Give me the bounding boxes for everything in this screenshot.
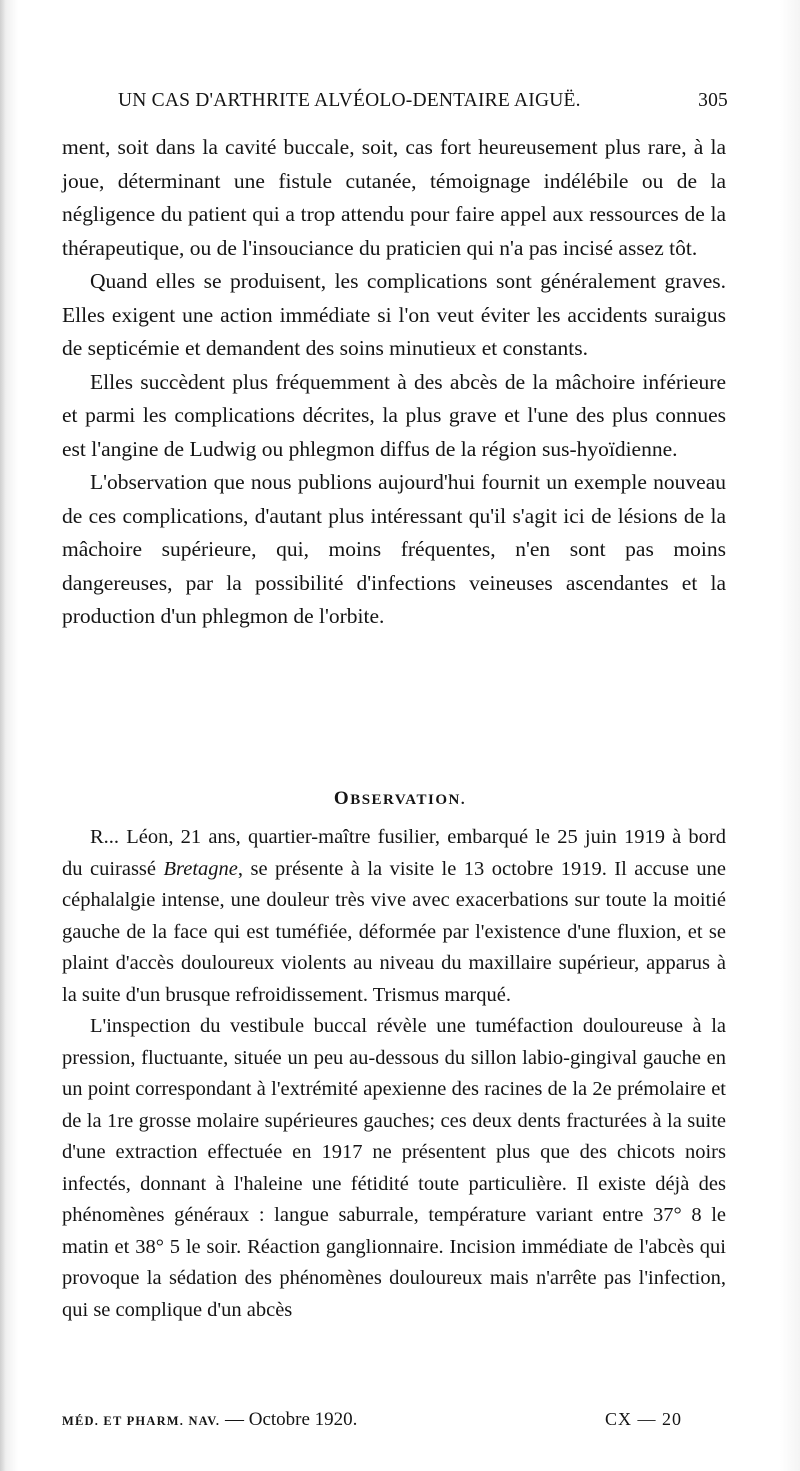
page-number: 305 (698, 90, 728, 111)
body-paragraph: L'observation que nous publions aujourd'hui fournit un exemple nouveau de ces complications, d'autant plus intéressant qu'il s'agit ici de lésions de la mâchoire supérieure, qui, moins fréquentes, n'en sont pas moins dangereuses, par la possibilité d'infections veineuses ascendantes et la production d'un phlegmon de l'orbite. (62, 470, 726, 628)
journal-date: — Octobre 1920. (220, 1409, 358, 1430)
observation-paragraph (62, 822, 726, 1011)
section-heading (0, 788, 800, 810)
section-heading-initial: O (333, 788, 351, 809)
observation-text: R... Léon, 21 ans, quartier-maître fusilier, embarqué le 25 juin 1919 à bord du cuirassé (62, 826, 726, 880)
body-paragraph: Elles succèdent plus fréquemment à des abcès de la mâchoire inférieure et parmi les complications décrites, la plus grave et l'une des plus connues est l'angine de Ludwig ou phlegmon diffus de la région sus-hyoïdienne. (62, 369, 726, 461)
page-header (118, 90, 728, 120)
printer-signature: CX — 20 (604, 1409, 682, 1429)
observation-text: , se présente à la visite le 13 octobre 1919. Il accuse une céphalalgie intense, une douleur très vive avec exacerbations sur toute la moitié gauche de la face qui est tuméfiée, déformée par l'existence d'une fluxion, et se plaint d'accès douloureux violents au niveau du maxillaire supérieur, apparus à la suite d'un brusque refroidissement. Trismus marqué. (62, 857, 726, 1006)
body-paragraph: ment, soit dans la cavité buccale, soit, cas fort heureusement plus rare, à la joue, déterminant une fistule cutanée, témoignage indélébile ou de la négligence du patient qui a trop attendu pour faire appel aux ressources de la thérapeutique, ou de l'insouciance du praticien qui n'a pas incisé assez tôt. (62, 135, 726, 260)
article-body (62, 131, 726, 634)
observation-body (62, 822, 726, 1326)
page-footer (62, 1409, 682, 1439)
observation-paragraph: L'inspection du vestibule buccal révèle une tuméfaction douloureuse à la pression, fluctuante, située un peu au-dessous du sillon labio-gingival gauche en un point correspondant à l'extrémité apexienne des racines de la 2e prémolaire et de la 1re grosse molaire supérieures gauches; ces deux dents fracturées à la suite d'une extraction effectuée en 1917 ne présentent plus que des chicots noirs infectés, donnant à l'haleine une fétidité toute particulière. Il existe déjà des phénomènes généraux : langue saburrale, température variant entre 37° 8 le matin et 38° 5 le soir. Réaction ganglionnaire. Incision immédiate de l'abcès qui provoque la sédation des phénomènes douloureux mais n'arrête pas l'infection, qui se complique d'un abcès (62, 1015, 726, 1321)
journal-citation (62, 1409, 357, 1431)
body-paragraph: Quand elles se produisent, les complications sont généralement graves. Elles exigent une action immédiate si l'on veut éviter les accidents suraigus de septicémie et demandent des soins minutieux et constants. (62, 269, 726, 360)
ship-name: Bretagne (163, 857, 238, 880)
section-heading-rest: BSERVATION. (350, 792, 467, 808)
journal-abbrev: MÉD. ET PHARM. NAV. (62, 1414, 221, 1428)
running-title: UN CAS D'ARTHRITE ALVÉOLO-DENTAIRE AIGUË. (118, 90, 581, 111)
